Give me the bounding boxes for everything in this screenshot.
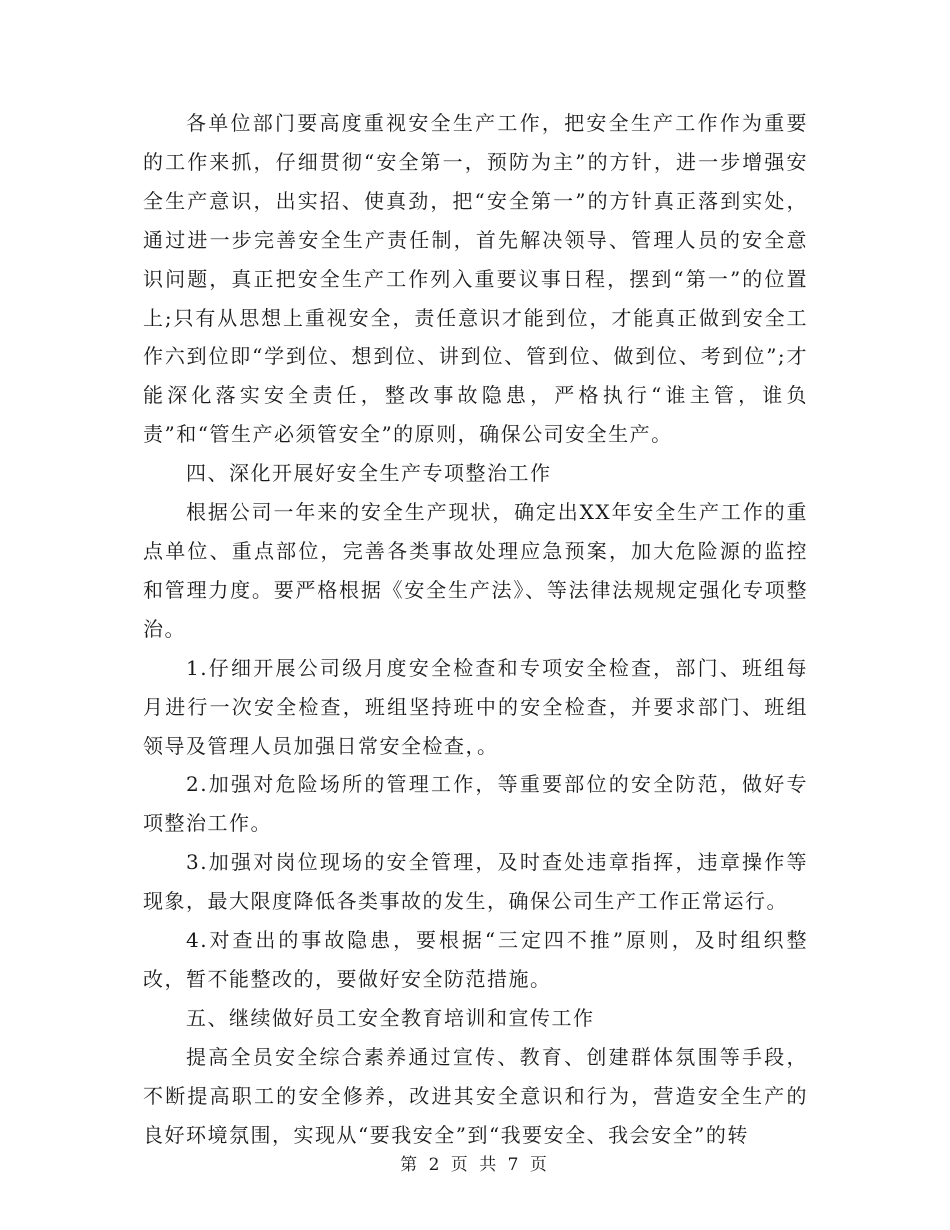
section-heading-4: 四、深化开展好安全生产专项整治工作 xyxy=(186,461,552,486)
paragraph-special-rectification: 根据公司一年来的安全生产现状，确定出XX年安全生产工作的重点单位、重点部位，完善各类事故处理应急预案，加大危险源的监控和管理力度。要严格根据《安全生产法》、等法律法规规定强化专项整治。 xyxy=(143,500,808,641)
list-item-3: 3.加强对岗位现场的安全管理，及时查处违章指挥，违章操作等现象，最大限度降低各类事故的发生，确保公司生产工作正常运行。 xyxy=(143,850,808,914)
document-body xyxy=(143,104,808,1154)
list-item-2: 2.加强对危险场所的管理工作，等重要部位的安全防范，做好专项整治工作。 xyxy=(143,772,808,836)
list-item-4: 4.对查出的事故隐患，要根据“三定四不推”原则，及时组织整改，暂不能整改的，要做好安全防范措施。 xyxy=(143,928,808,991)
list-item-1: 1.仔细开展公司级月度安全检查和专项安全检查，部门、班组每月进行一次安全检查，班组坚持班中的安全检查，并要求部门、班组领导及管理人员加强日常安全检查，。 xyxy=(143,655,808,758)
paragraph-safety-awareness: 各单位部门要高度重视安全生产工作，把安全生产工作作为重要的工作来抓，仔细贯彻“安全第一，预防为主”的方针，进一步增强安全生产意识，出实招、使真劲，把“安全第一”的方针真正落到实处，通过进一步完善安全生产责任制，首先解决领导、管理人员的安全意识问题，真正把安全生产工作列入重要议事日程，摆到“第一”的位置上;只有从思想上重视安全，责任意识才能到位，才能真正做到安全工作六到位即“学到位、想到位、讲到位、管到位、做到位、考到位”;才能深化落实安全责任，整改事故隐患，严格执行“谁主管，谁负责”和“管生产必须管安全”的原则，确保公司安全生产。 xyxy=(143,111,808,447)
section-heading-5: 五、继续做好员工安全教育培训和宣传工作 xyxy=(186,1005,595,1030)
page-number-footer: 第 2 页 共 7 页 xyxy=(400,1155,550,1175)
paragraph-training: 提高全员安全综合素养通过宣传、教育、创建群体氛围等手段，不断提高职工的安全修养，改进其安全意识和行为，营造安全生产的良好环境氛围，实现从“要我安全”到“我要安全、我会安全”的转 xyxy=(143,1044,808,1147)
